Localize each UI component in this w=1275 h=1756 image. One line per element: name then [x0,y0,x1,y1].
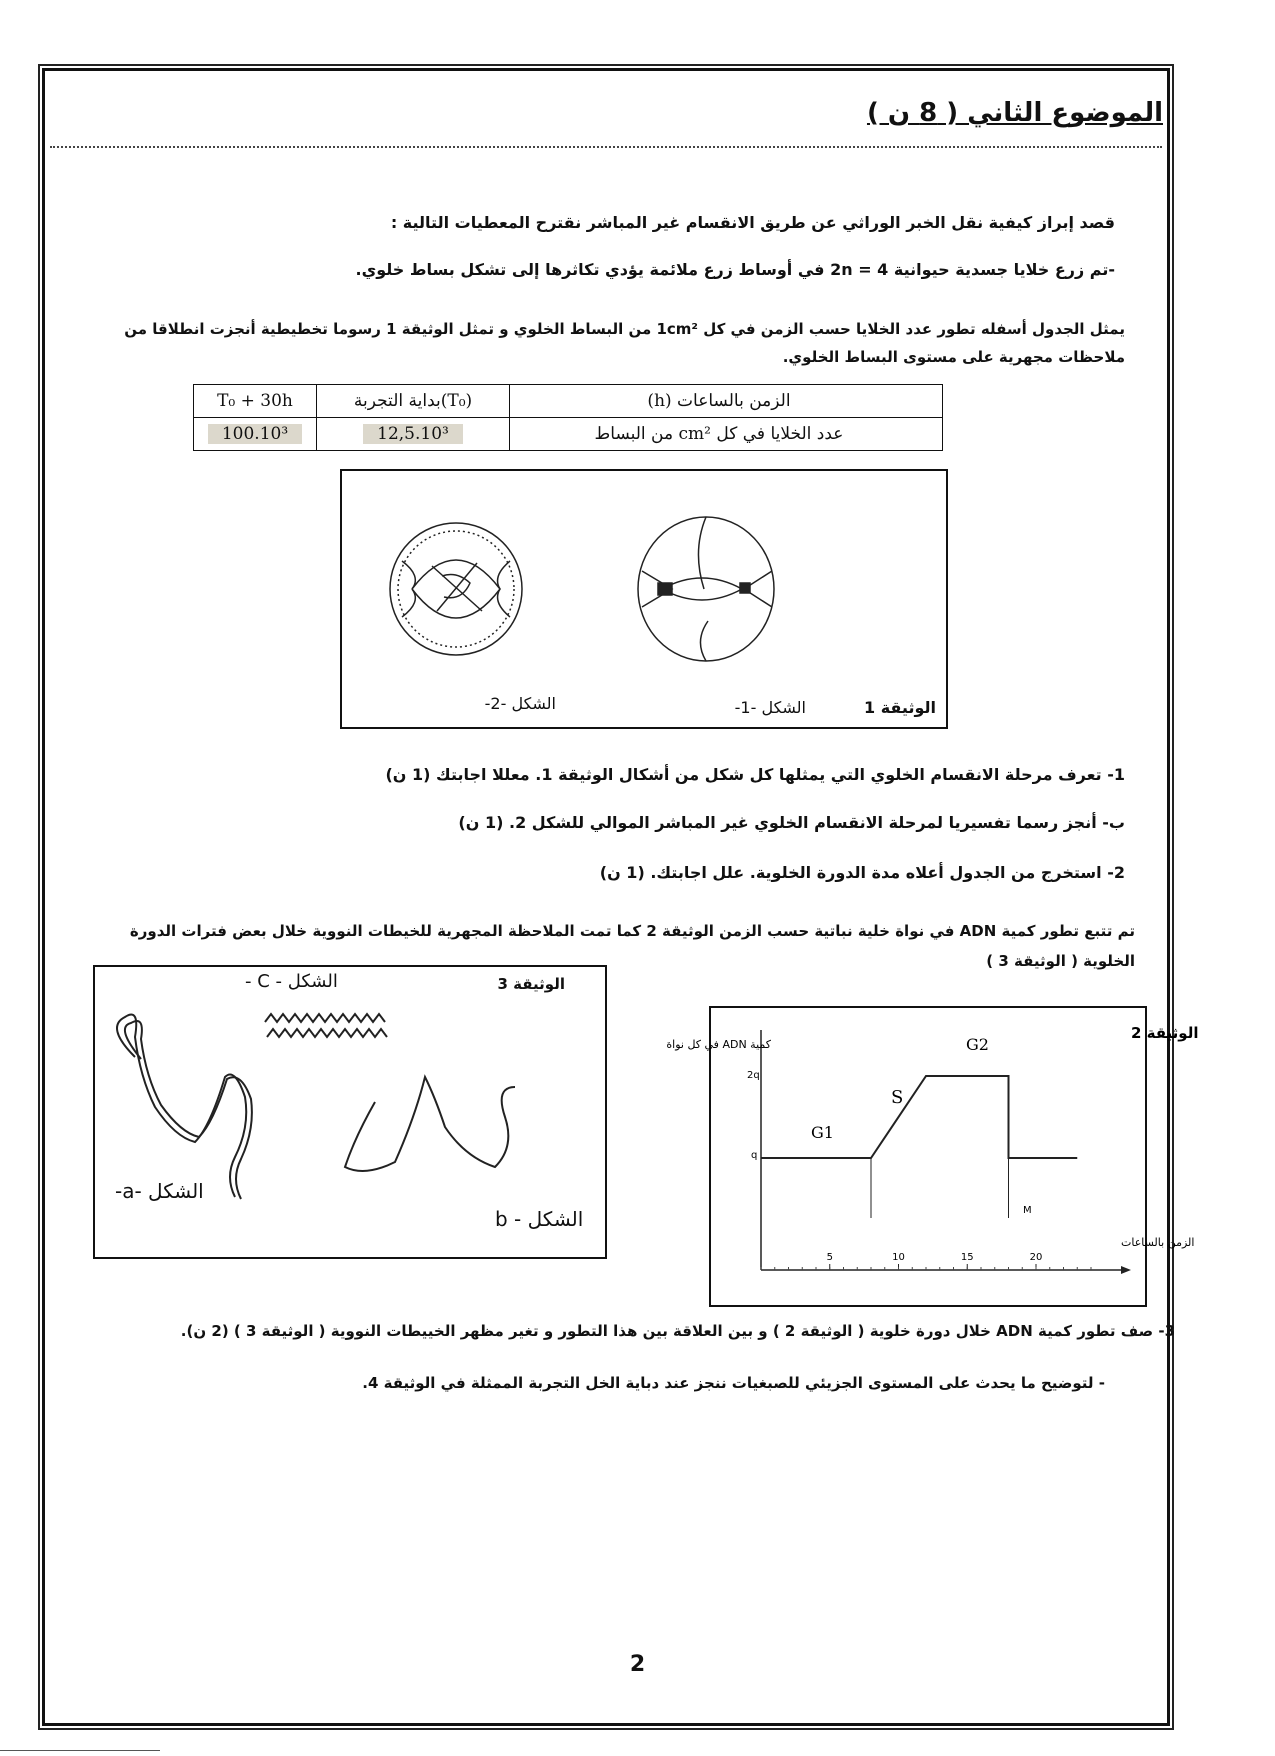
y-tick-low: q [751,1150,758,1161]
dna-series-line [761,1076,1077,1158]
intro-line-3b: ملاحظات مجهرية على مستوى البساط الخلوي. [782,348,1125,366]
document-2-box [666,1006,1199,1307]
figure-b-caption: الشكل - b [495,1207,584,1231]
x-tick-label: 15 [960,1252,974,1263]
cell-figure-2 [390,523,522,655]
dna-amount-chart [666,1008,1199,1305]
phase-m-label: M [1023,1205,1032,1216]
table-cell: 100.10³ [194,418,317,451]
page-title: الموضوع الثاني ( 8 ن ) [866,98,1163,128]
dotted-separator [50,146,1162,148]
x-tick-label: 5 [826,1252,833,1263]
paragraph-2a: تم تتبع تطور كمية ADN في نواة خلية نباتية حسب الزمن الوثيقة 2 كما تمت الملاحظة المجهرية للخيطات النووية خلال بعض فترات الدورة [129,922,1135,940]
x-tick-label: 20 [1029,1252,1043,1263]
question-1b: ب- أنجز رسما تفسيريا لمرحلة الانقسام الخلوي غير المباشر الموالي للشكل 2. (1 ن) [458,813,1125,832]
intro-line-3a: يمثل الجدول أسفله تطور عدد الخلايا حسب الزمن في كل 1cm² من البساط الخلوي و تمثل الوثيقة 1 رسوما تخطيطية أنجزت انطلاقا من [124,320,1125,338]
table-cell: بداية التجربة(T₀) [317,385,510,418]
y-tick-high: 2q [747,1070,760,1081]
table-cell: عدد الخلايا في كل cm² من البساط [510,418,943,451]
figure-b-drawing [345,1077,515,1171]
document-2-title: الوثيقة 2 [1131,1024,1199,1042]
page-number: 2 [629,1652,646,1677]
table-row [194,385,943,418]
y-axis-label: كمية ADN في كل نواة [666,1038,771,1051]
question-2: 2- استخرج من الجدول أعلاه مدة الدورة الخلوية. علل اجابتك. (1 ن) [599,863,1125,882]
table-cell: الزمن بالساعات (h) [510,385,943,418]
document-1-title: الوثيقة 1 [864,698,936,717]
document-3-title: الوثيقة 3 [497,975,565,993]
document-1-box [340,469,948,729]
figure-2-caption: الشكل -2- [484,694,556,713]
phase-g2-label: G2 [966,1035,989,1054]
document-3-box [93,965,607,1259]
table-row [194,418,943,451]
intro-line-1: قصد إبراز كيفية نقل الخبر الوراثي عن طريق الانقسام غير المباشر نقترح المعطيات التالية : [390,213,1115,232]
x-tick-label: 10 [892,1252,905,1263]
cell-figure-1 [638,517,774,661]
cell-count-table [193,384,943,451]
question-3: 3- صف تطور كمية ADN خلال دورة خلوية ( الوثيقة 2 ) و بين العلاقة بين هذا التطور و تغير مظهر الخييطات النووية ( الوثيقة 3 ) (2 ن). [180,1322,1175,1340]
question-4: - لتوضيح ما يحدث على المستوى الجزيئي للصبغيات ننجز عند دباية الخل التجربة الممثلة في الوثيقة 4. [362,1374,1105,1392]
figure-a-drawing [117,1015,246,1198]
table-cell: T₀ + 30h [194,385,317,418]
x-axis-label: الزمن بالساعات [1121,1236,1195,1249]
paragraph-2b: الخلوية ( الوثيقة 3 ) [986,952,1135,970]
table-cell: 12,5.10³ [317,418,510,451]
figure-a-caption: الشكل -a- [115,1179,204,1203]
phase-s-label: S [891,1087,904,1108]
figure-c-caption: الشكل - C - [245,971,338,992]
x-axis-arrow [1121,1266,1131,1274]
bottom-rule [0,1750,160,1751]
figure-c-drawing [265,1014,387,1037]
question-1: 1- تعرف مرحلة الانقسام الخلوي التي يمثلها كل شكل من أشكال الوثيقة 1. معللا اجابتك (1 ن) [385,765,1125,784]
intro-line-2: -تم زرع خلايا جسدية حيوانية 4 = 2n في أوساط زرع ملائمة يؤدي تكاثرها إلى تشكل بساط خلوي. [355,260,1115,279]
figure-1-caption: الشكل -1- [734,698,806,717]
cell-drawings [342,471,946,727]
phase-g1-label: G1 [811,1123,834,1142]
